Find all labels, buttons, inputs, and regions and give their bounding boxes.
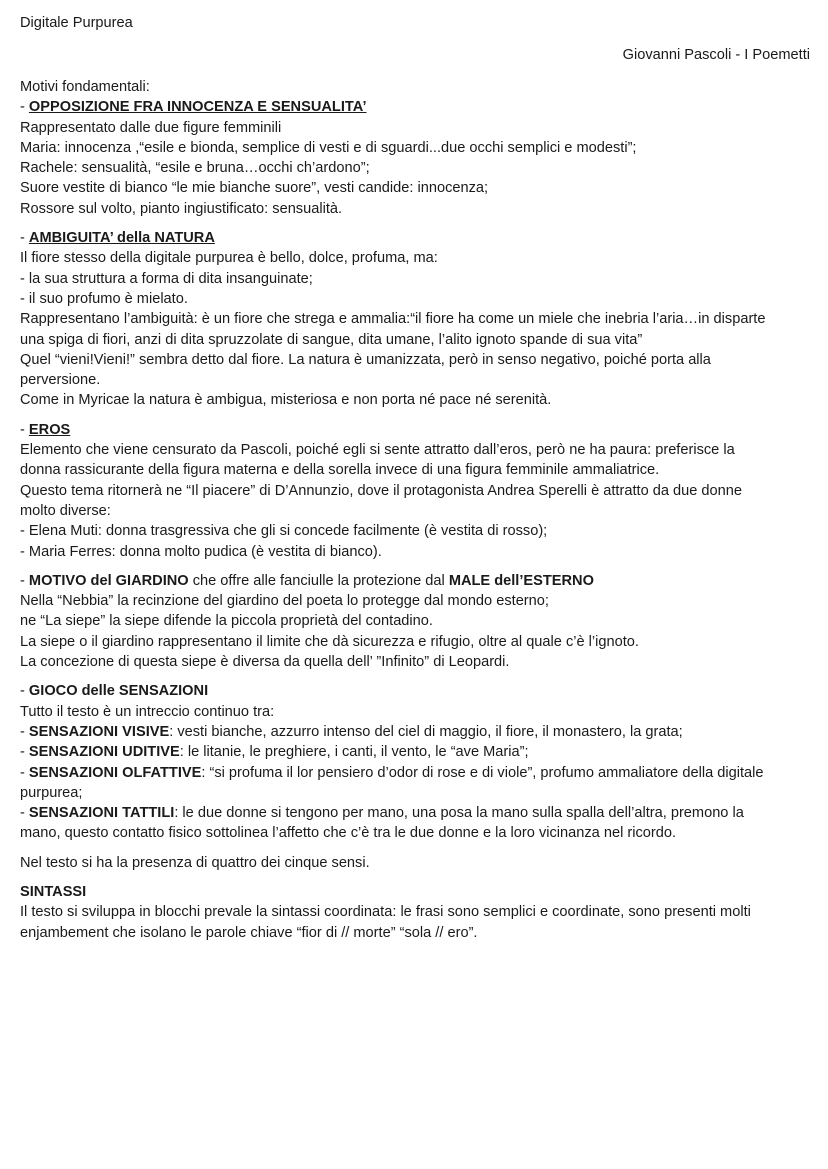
text-line: Quel “vieni!Vieni!” sembra detto dal fiore. La natura è umanizzata, però in senso negativo, poiché porta alla (20, 351, 711, 368)
section-heading (20, 420, 810, 440)
sense-item-visive (20, 722, 810, 742)
section-giardino (20, 571, 810, 672)
text-line: perversione. (20, 372, 101, 389)
text-line: una spiga di fiori, anzi di dita spruzzolate di sangue, dita umane, l’alito ignoto spande di sua vita” (20, 331, 643, 348)
text-line: - Elena Muti: donna trasgressiva che gli si concede facilmente (è vestita di rosso); (20, 523, 548, 540)
bullet-prefix: - (20, 723, 29, 740)
sense-label: SENSAZIONI TATTILI (28, 805, 175, 822)
section-heading-text: AMBIGUITA’ della NATURA (28, 230, 215, 247)
section-ambiguita (20, 228, 810, 411)
text-line: Nella “Nebbia” la recinzione del giardino del poeta lo protegge dal mondo esterno; (20, 593, 549, 610)
section-sensazioni (20, 681, 810, 843)
section-heading (20, 571, 810, 591)
text-line: - il suo profumo è mielato. (20, 290, 188, 307)
sense-label: SENSAZIONI OLFATTIVE (28, 764, 202, 781)
text-line: La concezione di questa siepe è diversa da quella dell’ ”Infinito” di Leopardi. (20, 654, 510, 671)
text-line: molto diverse: (20, 502, 111, 519)
bullet-prefix: - (20, 764, 29, 781)
text-line: Rachele: sensualità, “esile e bruna…occhi ch’ardono”; (20, 160, 370, 177)
text-line: Il testo si sviluppa in blocchi prevale la sintassi coordinata: le frasi sono semplici e coordinate, sono presenti molti (20, 904, 751, 921)
section-heading-text: MOTIVO del GIARDINO (28, 572, 189, 589)
text-line: - Maria Ferres: donna molto pudica (è vestita di bianco). (20, 543, 382, 560)
section-heading (20, 228, 810, 248)
text-line: donna rassicurante della figura materna e della sorella invece di una figura femminile ammaliatrice. (20, 462, 660, 479)
section-heading-text: EROS (28, 421, 71, 438)
heading-middle-text: che offre alle fanciulle la protezione dal (188, 572, 449, 589)
section-heading-text-2: MALE dell’ESTERNO (448, 572, 594, 589)
text-line: Elemento che viene censurato da Pascoli, poiché egli si sente attratto dall’eros, però ne ha paura: preferisce la (20, 442, 735, 459)
bullet-prefix: - (20, 572, 29, 589)
text-line: Rappresentato dalle due figure femminili (20, 119, 282, 136)
bullet-prefix: - (20, 744, 29, 761)
section-heading (20, 882, 810, 902)
text-line: Tutto il testo è un intreccio continuo tra: (20, 703, 275, 720)
text-line: Questo tema ritornerà ne “Il piacere” di D’Annunzio, dove il protagonista Andrea Sperelli è attratto da due donne (20, 482, 743, 499)
sense-text: : vesti bianche, azzurro intenso del ciel di maggio, il fiore, il monastero, la grata; (169, 723, 683, 740)
text-line: Rossore sul volto, pianto ingiustificato: sensualità. (20, 200, 343, 217)
text-line: Il fiore stesso della digitale purpurea è bello, dolce, profuma, ma: (20, 250, 438, 267)
document-body (20, 77, 810, 943)
text-line: Rappresentano l’ambiguità: è un fiore che strega e ammalia:“il fiore ha come un miele che inebria l’aria…in disparte (20, 311, 766, 328)
section-heading-text: GIOCO delle SENSAZIONI (28, 683, 209, 700)
section-sintassi (20, 882, 810, 943)
sense-label: SENSAZIONI VISIVE (28, 723, 170, 740)
sense-text: : le litanie, le preghiere, i canti, il vento, le “ave Maria”; (179, 744, 529, 761)
sense-item-tattili (20, 803, 810, 823)
section-opposizione (20, 97, 810, 219)
section-heading (20, 97, 810, 117)
sense-text: : “si profuma il lor pensiero d’odor di rose e di viole”, profumo ammaliatore della digitale (201, 764, 764, 781)
section-heading (20, 681, 810, 701)
bullet-prefix: - (20, 421, 29, 438)
bullet-prefix: - (20, 683, 29, 700)
text-line: enjambement che isolano le parole chiave “fior di // morte” “sola // ero”. (20, 924, 478, 941)
section-heading-text: OPPOSIZIONE FRA INNOCENZA E SENSUALITA’ (28, 99, 367, 116)
intro-label: Motivi fondamentali: (20, 79, 150, 95)
sense-text: : le due donne si tengono per mano, una posa la mano sulla spalla dell’altra, premono la (174, 805, 744, 822)
text-line: ne “La siepe” la siepe difende la piccola proprietà del contadino. (20, 613, 433, 630)
document-title: Digitale Purpurea (20, 15, 133, 31)
sense-label: SENSAZIONI UDITIVE (28, 744, 180, 761)
text-line: Maria: innocenza ,“esile e bionda, semplice di vesti e di sguardi...due occhi semplici e modesti”; (20, 139, 637, 156)
sense-text-continuation: purpurea; (20, 784, 83, 801)
text-line: Come in Myricae la natura è ambigua, misteriosa e non porta né pace né serenità. (20, 392, 552, 409)
sense-item-uditive (20, 742, 810, 762)
sense-text-continuation: mano, questo contatto fisico sottolinea l’affetto che c’è tra le due donne e la loro vicinanza nel ricordo. (20, 825, 677, 842)
section-heading-text: SINTASSI (20, 883, 87, 900)
bullet-prefix: - (20, 230, 29, 247)
section-eros (20, 420, 810, 562)
bullet-prefix: - (20, 805, 29, 822)
document-author: Giovanni Pascoli - I Poemetti (622, 47, 810, 63)
sense-item-olfattive (20, 763, 810, 783)
bullet-prefix: - (20, 99, 29, 116)
note-line: Nel testo si ha la presenza di quattro dei cinque sensi. (20, 854, 370, 871)
text-line: Suore vestite di bianco “le mie bianche suore”, vesti candide: innocenza; (20, 180, 489, 197)
text-line: La siepe o il giardino rappresentano il limite che dà sicurezza e rifugio, oltre al quale c’è l’ignoto. (20, 633, 639, 650)
text-line: - la sua struttura a forma di dita insanguinate; (20, 270, 313, 287)
